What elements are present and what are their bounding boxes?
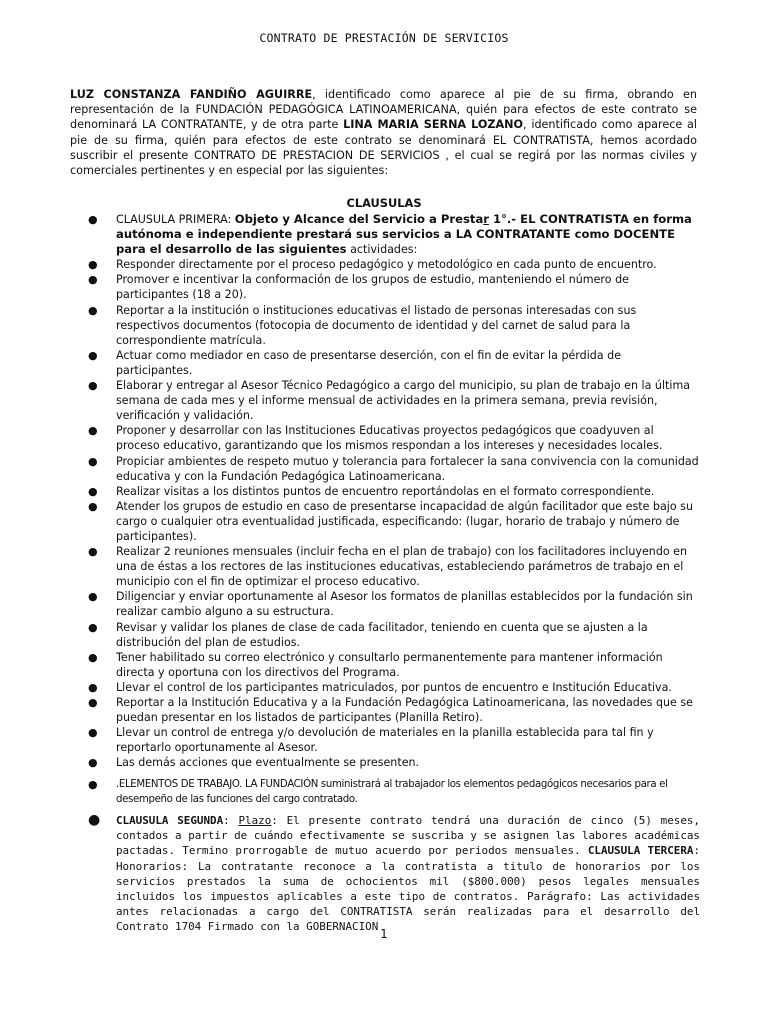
segunda-text-1: : El presente contrato tendrá una duración de cinco (5) meses, contados a partir de cuándo efectivamente se suscriba y se asignen las labores académicas pactadas. Termino prorrogable de mutuo acuerdo por periodos mensuales. [116, 814, 700, 858]
first-clause-title-underlined: r [483, 212, 489, 226]
list-item-text: Reportar a la Institución Educativa y a la Fundación Pedagógica Latinoamericana, las novedades que se puedan presentar en los listados de participantes (Planilla Retiro). [116, 696, 693, 725]
list-item [88, 423, 700, 453]
intro-text-1: , identificado como aparece al pie de su firma, obrando en representación de la FUNDACIÓN PEDAGÓGICA LATINOAMERICANA, quién para efectos de este contrato se denominará LA CONTRATANTE, y de otra parte [70, 88, 697, 132]
bullet-icon: ● [88, 454, 98, 468]
list-item [88, 589, 700, 619]
segunda-colon: : [223, 814, 239, 827]
bullet-icon: ● [88, 590, 98, 604]
list-item-text: Reportar a la institución o instituciones educativas el listado de personas interesadas con sus respectivos documentos (fotocopia de documento de identidad y del carnet de salud para la correspondiente matrícula. [116, 303, 637, 347]
clause-list [88, 212, 700, 770]
bullet-icon: ● [88, 545, 98, 559]
plazo-label: Plazo [238, 814, 272, 827]
bullet-icon: ● [88, 303, 98, 317]
clausulas-heading: CLAUSULAS [346, 196, 422, 210]
list-item [88, 303, 700, 348]
list-item [88, 378, 700, 423]
bullet-icon: ● [88, 726, 98, 740]
list-item [88, 620, 700, 650]
first-clause-title-1: Objeto y Alcance del Servicio a Presta [234, 212, 484, 226]
bullet-icon: ● [88, 484, 98, 498]
bullet-icon: ● [88, 756, 98, 770]
bullet-icon: ● [88, 424, 98, 438]
segunda-text [88, 813, 700, 935]
list-item [88, 257, 700, 272]
bullet-icon: ● [88, 680, 98, 694]
list-item [88, 348, 700, 378]
list-item-text: Elaborar y entregar al Asesor Técnico Pedagógico a cargo del municipio, su plan de trabajo en la última semana de cada mes y el informe mensual de actividades en la primera semana, previa revisión, verificación y validación. [116, 379, 691, 423]
list-item [88, 755, 700, 770]
list-item-text: Actuar como mediador en caso de presentarse deserción, con el fin de evitar la pérdida de participantes. [116, 348, 622, 377]
list-item [88, 725, 700, 755]
first-clause-item [88, 212, 700, 257]
bullet-icon: ● [88, 213, 98, 226]
elementos-text: .ELEMENTOS DE TRABAJO. LA FUNDACIÓN suministrará al trabajador los elementos pedagógicos necesarios para el desempeño de las funciones del cargo contratado. [116, 779, 668, 805]
list-item-text: Propiciar ambientes de respeto mutuo y tolerancia para fortalecer la sana convivencia con la comunidad educativa y con la Fundación Pedagógica Latinoamericana. [116, 454, 699, 483]
bullet-icon: ● [88, 379, 98, 393]
first-clause-tail: actividades: [346, 243, 418, 257]
list-item [88, 680, 700, 695]
bullet-icon: ● [88, 273, 98, 287]
bullet-icon: ● [88, 778, 98, 791]
list-item [88, 484, 700, 499]
first-clause-lead: CLAUSULA PRIMERA: [116, 213, 235, 226]
list-item [88, 499, 700, 544]
list-item-text: Atender los grupos de estudio en caso de presentarse incapacidad de algún facilitador que este bajo su cargo o cualquier otra eventualidad justificada, especificando: (lugar, horario de trabajo y número de participantes). [116, 499, 693, 543]
segunda-label: CLAUSULA SEGUNDA [116, 814, 224, 827]
list-item [88, 454, 700, 484]
elementos-de-trabajo [88, 778, 700, 807]
list-item-text: Realizar visitas a los distintos puntos de encuentro reportándolas en el formato correspondiente. [116, 484, 655, 498]
bullet-icon: ● [88, 696, 98, 709]
contratante-name: LUZ CONSTANZA FANDIÑO AGUIRRE [70, 88, 313, 101]
list-item-text: Realizar 2 reuniones mensuales (incluir fecha en el plan de trabajo) con los facilitadores incluyendo en una de éstas a los rectores de las instituciones educativas, estableciendo parámetros de trabajo en el municipio con el fin de optimizar el proceso educativo. [116, 545, 688, 589]
list-item [88, 695, 700, 725]
document-title: CONTRATO DE PRESTACIÓN DE SERVICIOS [259, 31, 509, 45]
list-item-text: Tener habilitado su correo electrónico y consultarlo permanentemente para mantener información directa y oportuna con los directivos del Programa. [116, 650, 663, 679]
intro-text-2: , identificado como aparece al pie de su firma, quién para efectos de este contrato se denominará EL CONTRATISTA, hemos acordado suscribir el presente CONTRATO DE PRESTACION DE SERVICIOS , el cual se regirá por las normas civiles y comerciales pertinentes y en especial por las siguientes: [70, 118, 697, 178]
page-number: 1 [380, 927, 388, 941]
segunda-text-2: : Honorarios: La contratante reconoce a la contratista a titulo de honorarios por los servicios prestados la suma de ochocientos mil ($800.000) pesos legales mensuales incluidos los impuestos aplicables a este tipo de contratos. Parágrafo: Las actividades antes relacionadas a cargo del CONTRATISTA serán realizadas para el desarrollo del Contrato 1704 Firmado con la GOBERNACION [116, 844, 700, 934]
clausula-segunda [88, 813, 700, 935]
bullet-icon: ● [88, 348, 98, 362]
bullet-icon: ● [88, 499, 98, 513]
first-clause-title-2: 1°.- EL CONTRATISTA en forma autónoma e independiente prestará sus servicios a LA CONTRATANTE como DOCENTE para el desarrollo de las siguientes [116, 212, 692, 257]
list-item [88, 544, 700, 589]
contratista-name: LINA MARIA SERNA LOZANO [343, 118, 524, 132]
bullet-icon: ● [88, 650, 98, 664]
list-item-text: Diligenciar y enviar oportunamente al Asesor los formatos de planillas establecidos por la fundación sin realizar cambio alguno a su estructura. [116, 590, 693, 619]
list-item-text: Proponer y desarrollar con las Instituciones Educativas proyectos pedagógicos que coadyuven al proceso educativo, garantizando que los mismos respondan a los intereses y necesidades locales. [116, 424, 663, 453]
tercera-label: CLAUSULA TERCERA [587, 844, 694, 858]
list-item-text: Llevar un control de entrega y/o devolución de materiales en la planilla establecida para tal fin y reportarlo oportunamente al Asesor. [116, 726, 654, 755]
list-item-text: Promover e incentivar la conformación de los grupos de estudio, manteniendo el número de participantes (18 a 20). [116, 273, 629, 302]
list-item [88, 272, 700, 302]
bullet-icon: ● [88, 620, 98, 634]
intro-paragraph [70, 87, 697, 178]
list-item-text: Revisar y validar los planes de clase de cada facilitador, teniendo en cuenta que se ajusten a la distribución del plan de estudios. [116, 620, 648, 649]
bullet-icon: ● [88, 258, 98, 272]
list-item-text: Las demás acciones que eventualmente se presenten. [116, 756, 420, 770]
list-item-text: Responder directamente por el proceso pedagógico y metodológico en cada punto de encuentro. [116, 258, 657, 272]
list-item-text: Llevar el control de los participantes matriculados, por puntos de encuentro e Institución Educativa. [116, 680, 672, 694]
list-item [88, 650, 700, 680]
bullet-icon: ● [88, 812, 101, 828]
